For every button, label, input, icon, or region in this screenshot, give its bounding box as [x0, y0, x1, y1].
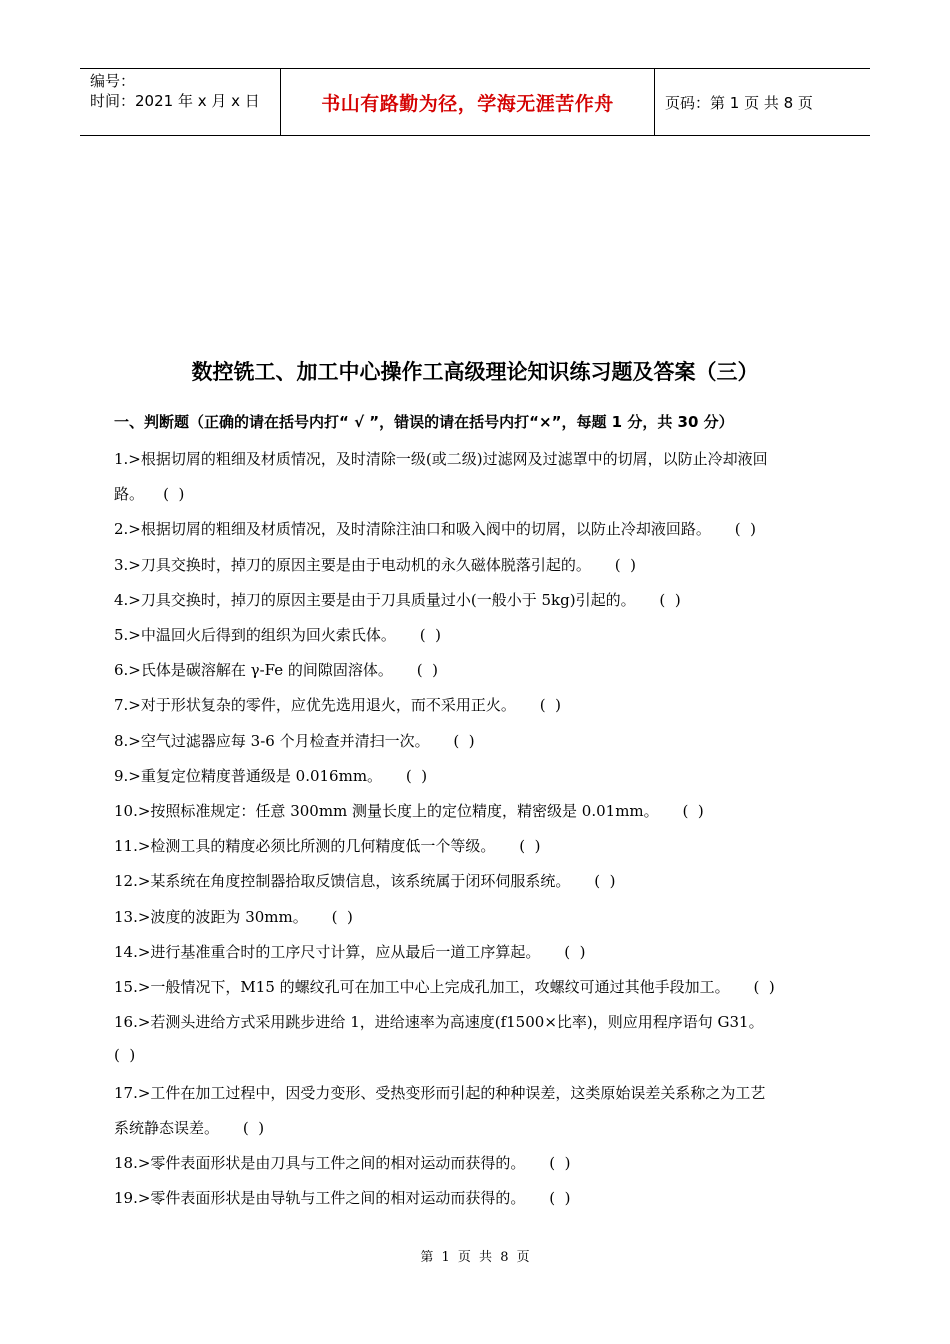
question-12: 12.>某系统在角度控制器拾取反馈信息，该系统属于闭环伺服系统。 ( ) [114, 872, 616, 890]
question-17: 17.>工件在加工过程中，因受力变形、受热变形而引起的种种误差，这类原始误差关系称之为工艺 [114, 1084, 766, 1102]
question-16-continued: ( ) [114, 1046, 136, 1064]
question-8: 8.>空气过滤器应每 3-6 个月检查并清扫一次。 ( ) [114, 732, 475, 750]
question-1: 1.>根据切屑的粗细及材质情况，及时清除一级(或二级)过滤网及过滤罩中的切屑，以防止冷却液回 [114, 450, 768, 468]
question-9: 9.>重复定位精度普通级是 0.016mm。 ( ) [114, 767, 428, 785]
question-19: 19.>零件表面形状是由导轨与工件之间的相对运动而获得的。 ( ) [114, 1189, 571, 1207]
page-code: 页码：第 1 页 共 8 页 [665, 93, 813, 112]
section-heading: 一、判断题（正确的请在括号内打“ √ ”，错误的请在括号内打“×”，每题 1 分，共 30 分） [114, 413, 734, 431]
question-14: 14.>进行基准重合时的工序尺寸计算，应从最后一道工序算起。 ( ) [114, 943, 586, 961]
number-label: 编号： [90, 72, 136, 90]
motto-text: 书山有路勤为径，学海无涯苦作舟 [321, 92, 614, 115]
question-15: 15.>一般情况下，M15 的螺纹孔可在加工中心上完成孔加工，攻螺纹可通过其他手段加工。 ( ) [114, 978, 775, 996]
question-7: 7.>对于形状复杂的零件，应优先选用退火，而不采用正火。 ( ) [114, 696, 561, 714]
header-page-cell [655, 69, 870, 135]
header-meta-cell [80, 69, 281, 135]
question-17-continued: 系统静态误差。 ( ) [114, 1119, 265, 1137]
question-3: 3.>刀具交换时，掉刀的原因主要是由于电动机的永久磁体脱落引起的。 ( ) [114, 556, 636, 574]
question-1-continued: 路。 ( ) [114, 485, 185, 503]
question-6: 6.>氏体是碳溶解在 γ-Fe 的间隙固溶体。 ( ) [114, 661, 438, 679]
question-18: 18.>零件表面形状是由刀具与工件之间的相对运动而获得的。 ( ) [114, 1154, 571, 1172]
header-motto-cell [281, 69, 655, 135]
time-label: 时间：2021 年 x 月 x 日 [90, 92, 260, 110]
question-13: 13.>波度的波距为 30mm。 ( ) [114, 908, 353, 926]
document-title: 数控铣工、加工中心操作工高级理论知识练习题及答案（三） [191, 360, 759, 384]
question-16: 16.>若测头进给方式采用跳步进给 1，进给速率为高速度(f1500×比率)，则应用程序语句 G31。 [114, 1013, 764, 1031]
header-table [80, 68, 870, 136]
question-11: 11.>检测工具的精度必须比所测的几何精度低一个等级。 ( ) [114, 837, 541, 855]
question-10: 10.>按照标准规定：任意 300mm 测量长度上的定位精度，精密级是 0.01mm。 ( ) [114, 802, 704, 820]
question-4: 4.>刀具交换时，掉刀的原因主要是由于刀具质量过小(一般小于 5kg)引起的。 ( ) [114, 591, 681, 609]
question-5: 5.>中温回火后得到的组织为回火索氏体。 ( ) [114, 626, 441, 644]
question-2: 2.>根据切屑的粗细及材质情况，及时清除注油口和吸入阀中的切屑，以防止冷却液回路。 ( ) [114, 520, 756, 538]
page-footer: 第 1 页 共 8 页 [420, 1250, 530, 1265]
